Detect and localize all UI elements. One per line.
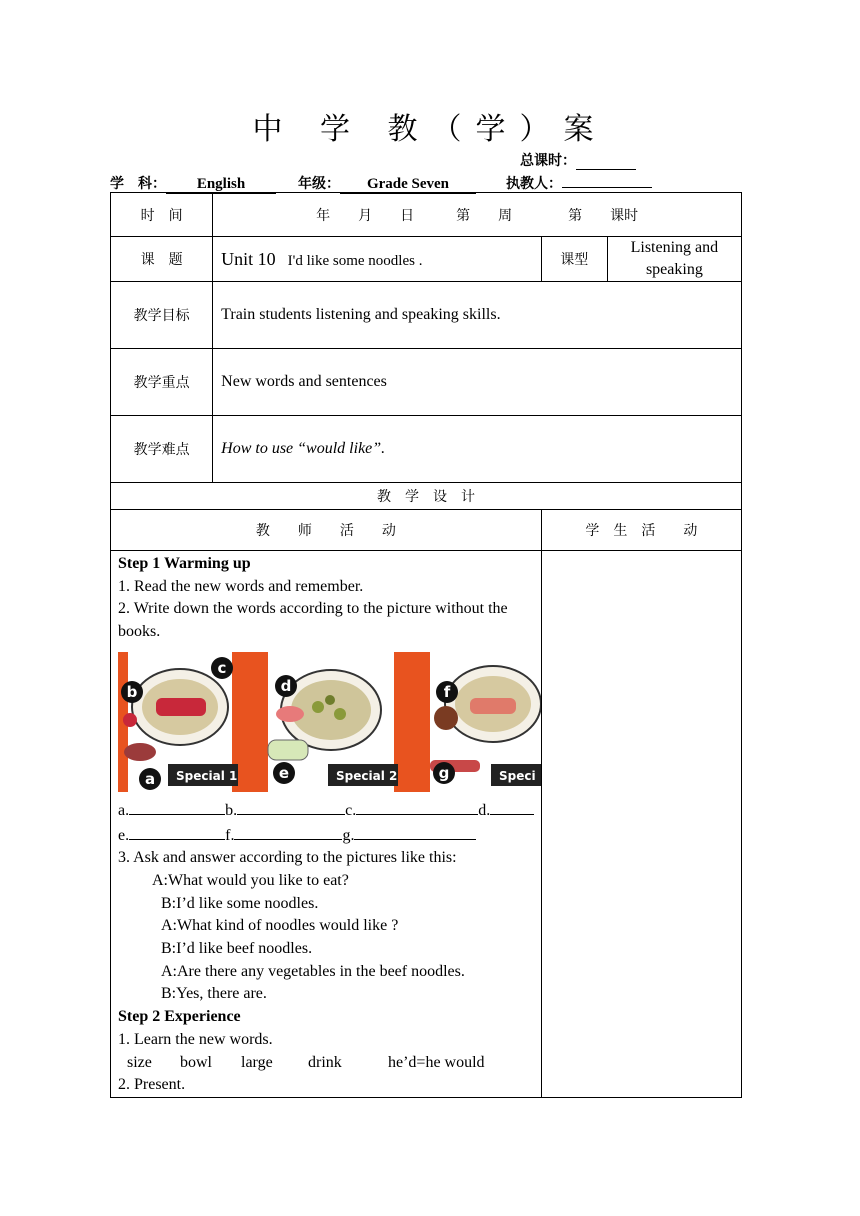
letter-badge-text-d: d: [280, 676, 292, 695]
teacher-blank: [562, 172, 652, 188]
activity-header-row: [111, 510, 742, 551]
letter-badge-text-g: g: [438, 763, 450, 782]
teacher-activity-content: [111, 551, 542, 1098]
word-large: large: [241, 1053, 273, 1071]
word-size: size: [127, 1053, 152, 1071]
dialog-line-1: A:What would you like to eat?: [152, 871, 349, 889]
letter-badge-text-b: b: [126, 682, 138, 701]
divider-2: [394, 652, 430, 792]
time-label: 时 间: [111, 193, 213, 237]
topic-row: [111, 237, 742, 282]
word-drink: drink: [308, 1053, 342, 1071]
total-lessons-blank: [576, 155, 636, 170]
dialog-line-5: A:Are there any vegetables in the beef noodles.: [161, 962, 465, 980]
difficulty-value: How to use “would like”.: [213, 416, 742, 483]
topic-value: [213, 237, 542, 282]
difficulty-label: 教学难点: [111, 416, 213, 483]
grade-value: Grade Seven: [340, 176, 476, 194]
blanks-row-2: e. f. g.: [118, 823, 534, 848]
step2-item2: 2. Present.: [118, 1076, 186, 1094]
page-title: 中 学 教（学）案: [252, 112, 608, 147]
total-lessons: [520, 150, 636, 170]
step1-title: Step 1 Warming up: [118, 555, 251, 572]
step1-item1: 1. Read the new words and remember.: [118, 577, 364, 595]
goal-label: 教学目标: [111, 282, 213, 349]
design-label: 教 学 设 计: [111, 483, 742, 510]
total-lessons-label: 总课时：: [520, 153, 576, 169]
time-value: 年 月 日 第 周 第 课时: [213, 193, 742, 237]
step1-item3: 3. Ask and answer according to the pictures like this:: [118, 849, 457, 867]
key-point-row: [111, 349, 742, 416]
student-activity-content: [541, 551, 741, 1098]
topic-text: I'd like some noodles .: [287, 252, 423, 269]
dialog-line-3: A:What kind of noodles would like ?: [161, 917, 399, 935]
goal-row: [111, 282, 742, 349]
meta-line: [110, 172, 652, 194]
letter-badge-text-c: c: [217, 658, 227, 677]
goal-value: Train students listening and speaking skills.: [213, 282, 742, 349]
subject-label: 学 科：: [110, 176, 166, 192]
new-words-list: [118, 1052, 534, 1075]
special-1-label: Special 1: [176, 768, 238, 783]
activity-content-row: [111, 551, 742, 1098]
word-bowl: bowl: [180, 1053, 212, 1071]
topic-label: 课 题: [111, 237, 213, 282]
time-row: [111, 193, 742, 237]
teacher-activity-label: 教 师 活 动: [111, 510, 542, 551]
grade-label: 年级：: [298, 176, 340, 192]
difficulty-row: [111, 416, 742, 483]
type-value: Listening and speaking: [607, 237, 741, 282]
lesson-plan-table: [110, 192, 742, 1098]
type-label: 课型: [541, 237, 607, 282]
teacher-label: 执教人：: [506, 176, 562, 192]
key-point-label: 教学重点: [111, 349, 213, 416]
letter-badge-text-f: f: [443, 682, 451, 701]
word-hed: he’d=he would: [388, 1053, 485, 1071]
dialog-line-2: B:I’d like some noodles.: [161, 894, 319, 912]
step1-item2: 2. Write down the words according to the picture without the books.: [118, 600, 508, 641]
dialog-line-6: B:Yes, there are.: [161, 985, 267, 1003]
special-3-label: Speci: [499, 768, 536, 783]
student-activity-label: 学 生 活 动: [541, 510, 741, 551]
topic-unit: Unit 10: [221, 248, 276, 269]
step2-title: Step 2 Experience: [118, 1008, 241, 1026]
design-row: [111, 483, 742, 510]
letter-badge-text-e: e: [278, 763, 290, 782]
special-2-label: Special 2: [336, 768, 398, 783]
key-point-value: New words and sentences: [213, 349, 742, 416]
blanks-row-1: a. b. c. d.: [118, 798, 534, 823]
noodle-specials-picture: [118, 652, 541, 792]
subject-value: English: [166, 176, 276, 194]
dialog-line-4: B:I’d like beef noodles.: [161, 940, 313, 958]
step2-item1: 1. Learn the new words.: [118, 1030, 273, 1048]
letter-badge-text-a: a: [144, 769, 156, 788]
